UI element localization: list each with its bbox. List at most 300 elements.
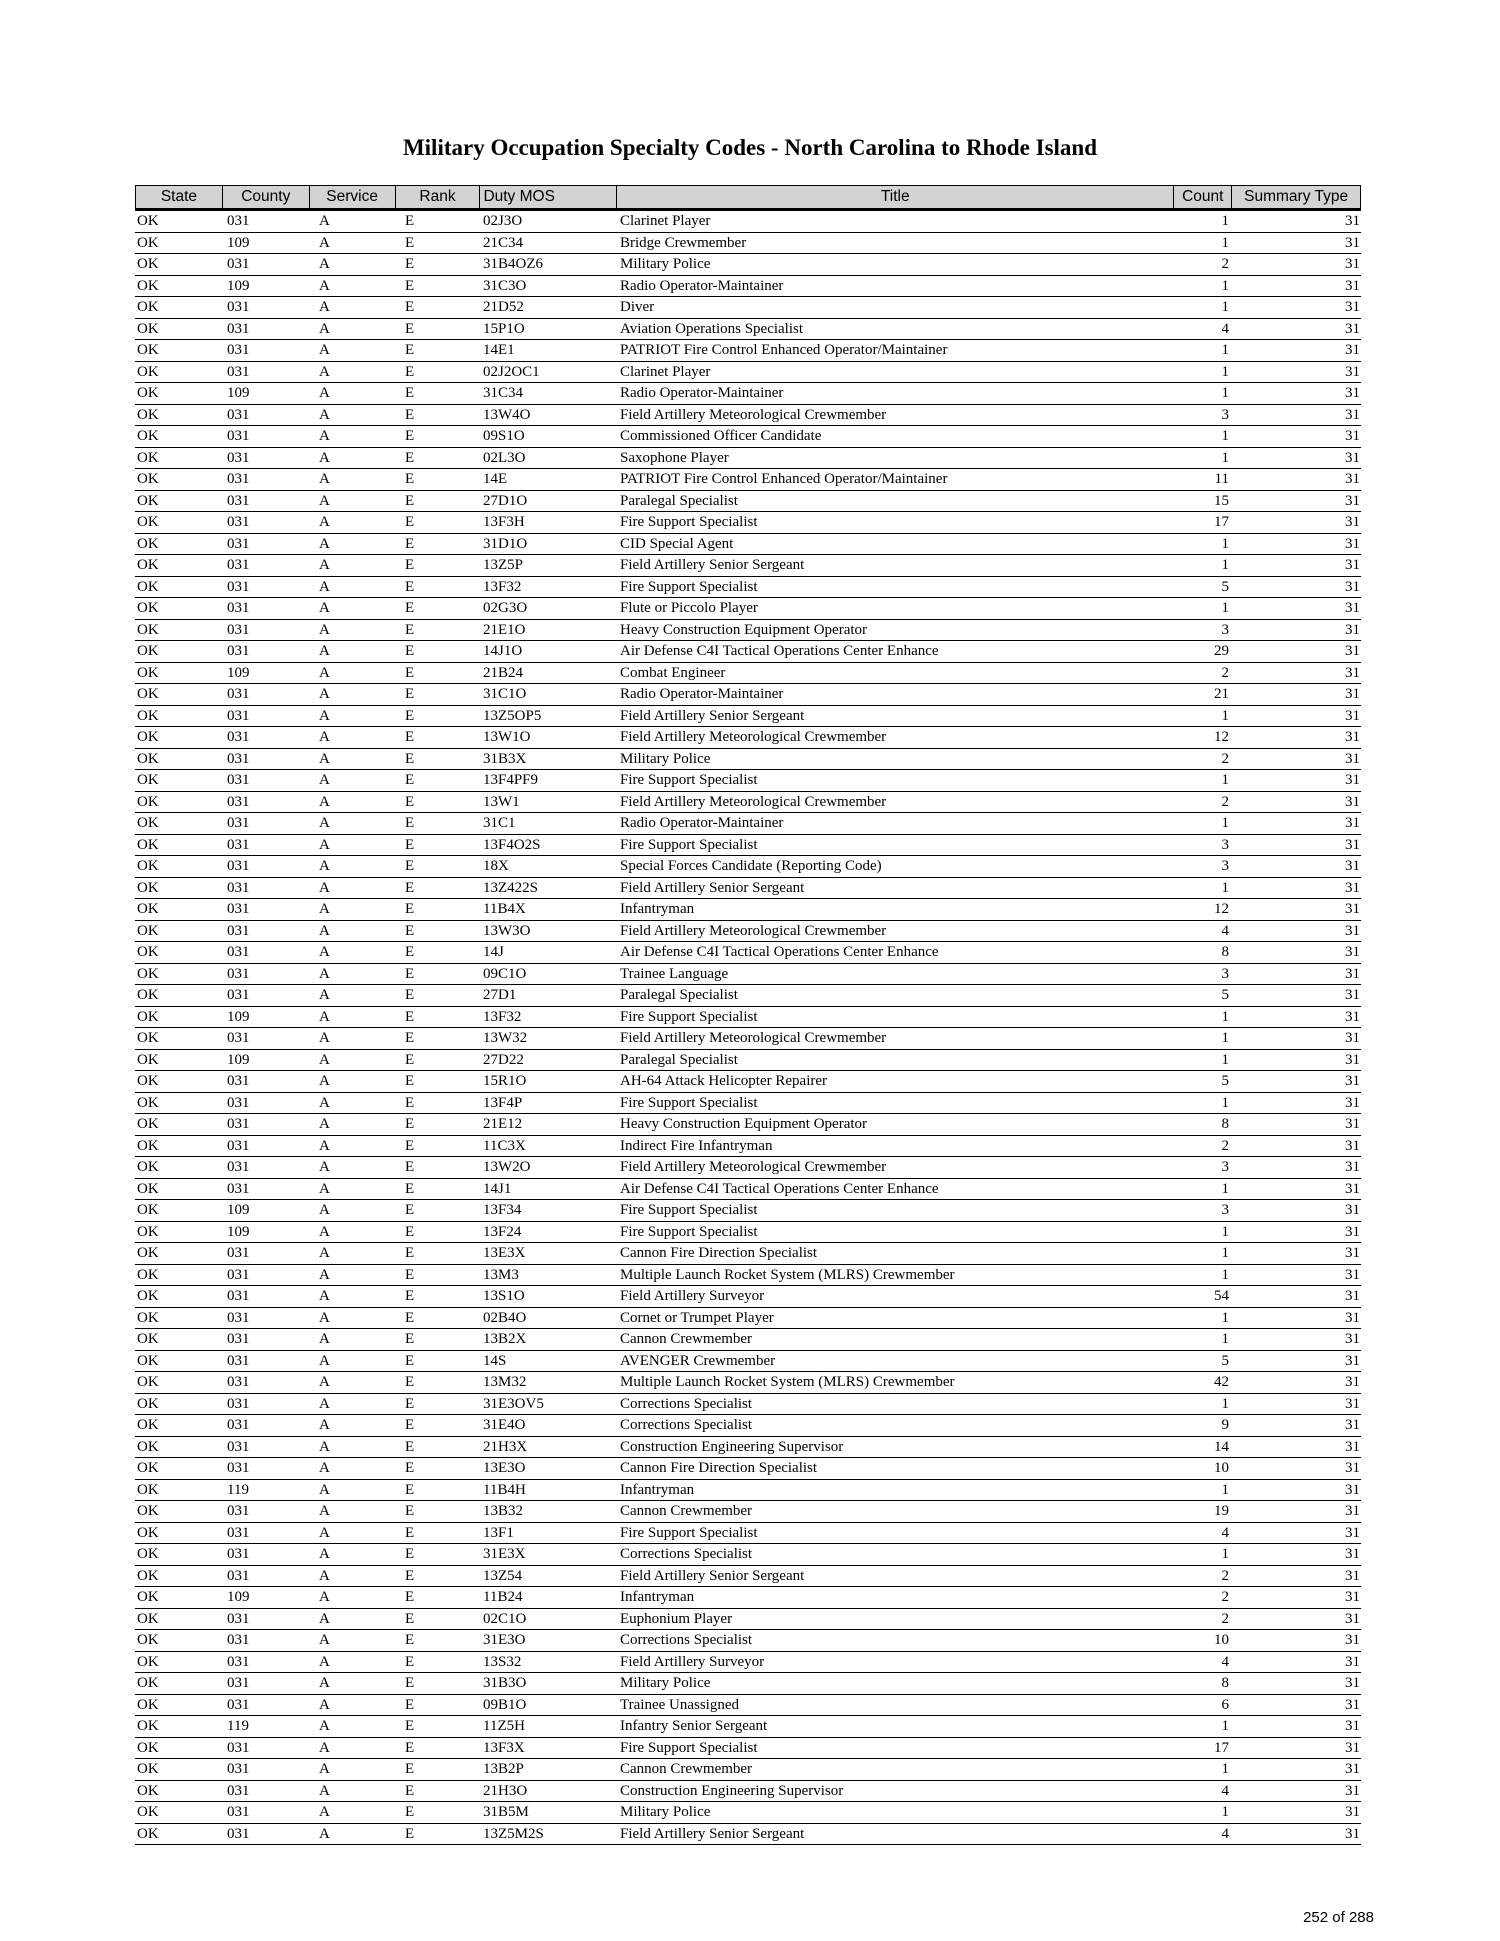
cell-duty-mos: 11B4H — [483, 1481, 526, 1498]
cell-title: Infantry Senior Sergeant — [620, 1718, 768, 1734]
cell-rank: E — [405, 1567, 415, 1584]
cell-count: 1 — [1221, 363, 1229, 380]
cell-summary-type: 31 — [1345, 1159, 1360, 1175]
cell-county: 119 — [227, 1718, 249, 1734]
table-row — [135, 448, 1361, 470]
cell-rank: E — [405, 1309, 415, 1326]
cell-count: 1 — [1221, 879, 1229, 896]
cell-rank: E — [405, 944, 415, 960]
cell-service: A — [319, 578, 330, 595]
cell-count: 3 — [1221, 621, 1229, 638]
cell-state: OK — [137, 1739, 159, 1756]
cell-duty-mos: 13W3O — [483, 922, 531, 939]
table-row — [135, 964, 1361, 986]
cell-summary-type: 31 — [1345, 1481, 1360, 1498]
cell-rank: E — [405, 1374, 415, 1390]
cell-state: OK — [137, 449, 159, 466]
cell-count: 8 — [1221, 944, 1229, 960]
cell-service: A — [319, 1653, 330, 1670]
cell-state: OK — [137, 836, 159, 853]
cell-duty-mos: 21D52 — [483, 299, 524, 315]
cell-rank: E — [405, 664, 415, 681]
cell-count: 8 — [1221, 1675, 1229, 1691]
table-row — [135, 512, 1361, 534]
cell-title: Military Police — [620, 256, 711, 272]
table-row — [135, 598, 1361, 620]
cell-summary-type: 31 — [1345, 1180, 1360, 1197]
cell-title: Radio Operator-Maintainer — [620, 686, 784, 702]
cell-summary-type: 31 — [1345, 1718, 1360, 1734]
cell-title: AH-64 Attack Helicopter Repairer — [620, 1073, 828, 1089]
cell-count: 4 — [1221, 320, 1229, 337]
cell-rank: E — [405, 449, 415, 466]
cell-state: OK — [137, 965, 159, 982]
cell-count: 1 — [1221, 1223, 1229, 1240]
cell-count: 1 — [1221, 1481, 1229, 1498]
cell-count: 1 — [1221, 1761, 1229, 1777]
cell-state: OK — [137, 1589, 159, 1605]
cell-service: A — [319, 557, 330, 573]
cell-summary-type: 31 — [1345, 750, 1360, 767]
cell-state: OK — [137, 428, 159, 444]
cell-summary-type: 31 — [1345, 621, 1360, 638]
cell-county: 031 — [227, 1395, 250, 1412]
cell-title: Saxophone Player — [620, 449, 729, 466]
cell-title: Cornet or Trumpet Player — [620, 1309, 774, 1326]
cell-service: A — [319, 987, 330, 1003]
cell-county: 109 — [227, 234, 250, 251]
cell-count: 4 — [1221, 922, 1229, 939]
cell-summary-type: 31 — [1345, 1825, 1360, 1842]
cell-county: 031 — [227, 1288, 250, 1304]
cell-rank: E — [405, 1395, 415, 1412]
cell-summary-type: 31 — [1345, 793, 1360, 810]
header-count: Count — [1174, 186, 1232, 208]
cell-county: 031 — [227, 1309, 250, 1326]
cell-summary-type: 31 — [1345, 277, 1360, 294]
cell-summary-type: 31 — [1345, 1589, 1360, 1605]
cell-service: A — [319, 1718, 330, 1734]
cell-title: Fire Support Specialist — [620, 836, 758, 853]
cell-service: A — [319, 1696, 330, 1713]
cell-rank: E — [405, 492, 415, 509]
cell-count: 1 — [1221, 1718, 1229, 1734]
table-row — [135, 1437, 1361, 1459]
cell-count: 2 — [1221, 793, 1229, 810]
cell-summary-type: 31 — [1345, 1503, 1360, 1519]
cell-county: 109 — [227, 1051, 250, 1068]
cell-service: A — [319, 1094, 330, 1111]
cell-rank: E — [405, 1589, 415, 1605]
cell-county: 031 — [227, 836, 250, 853]
cell-duty-mos: 31B3O — [483, 1675, 527, 1691]
cell-count: 6 — [1221, 1696, 1229, 1713]
cell-summary-type: 31 — [1345, 707, 1360, 724]
cell-count: 4 — [1221, 1653, 1229, 1670]
cell-title: PATRIOT Fire Control Enhanced Operator/Maintainer — [620, 471, 948, 487]
cell-duty-mos: 13F3H — [483, 514, 525, 530]
cell-rank: E — [405, 1159, 415, 1175]
table-row — [135, 1759, 1361, 1781]
cell-summary-type: 31 — [1345, 729, 1360, 745]
cell-county: 031 — [227, 1137, 250, 1154]
cell-state: OK — [137, 1137, 159, 1154]
cell-state: OK — [137, 1653, 159, 1670]
cell-duty-mos: 11B4X — [483, 901, 526, 917]
cell-count: 1 — [1221, 277, 1229, 294]
cell-summary-type: 31 — [1345, 1546, 1360, 1562]
cell-summary-type: 31 — [1345, 1288, 1360, 1304]
cell-summary-type: 31 — [1345, 406, 1360, 423]
cell-summary-type: 31 — [1345, 492, 1360, 509]
cell-rank: E — [405, 1094, 415, 1111]
cell-rank: E — [405, 879, 415, 896]
cell-summary-type: 31 — [1345, 686, 1360, 702]
table-row — [135, 878, 1361, 900]
cell-rank: E — [405, 686, 415, 702]
cell-service: A — [319, 320, 330, 337]
cell-duty-mos: 21B24 — [483, 664, 524, 681]
cell-service: A — [319, 277, 330, 294]
cell-duty-mos: 13B32 — [483, 1503, 524, 1519]
cell-summary-type: 31 — [1345, 922, 1360, 939]
cell-title: Military Police — [620, 1675, 711, 1691]
cell-duty-mos: 13Z5OP5 — [483, 707, 542, 724]
cell-title: Radio Operator-Maintainer — [620, 385, 784, 401]
cell-count: 1 — [1221, 600, 1229, 616]
cell-summary-type: 31 — [1345, 1761, 1360, 1777]
cell-service: A — [319, 1438, 330, 1455]
cell-state: OK — [137, 987, 159, 1003]
cell-title: Fire Support Specialist — [620, 578, 758, 595]
cell-rank: E — [405, 922, 415, 939]
cell-rank: E — [405, 1460, 415, 1476]
table-row — [135, 1630, 1361, 1652]
cell-rank: E — [405, 363, 415, 380]
cell-service: A — [319, 1288, 330, 1304]
cell-rank: E — [405, 277, 415, 294]
cell-summary-type: 31 — [1345, 1696, 1360, 1713]
cell-summary-type: 31 — [1345, 1610, 1360, 1627]
cell-summary-type: 31 — [1345, 901, 1360, 917]
table-row — [135, 942, 1361, 964]
table-row — [135, 620, 1361, 642]
cell-state: OK — [137, 1288, 159, 1304]
cell-duty-mos: 31C3O — [483, 277, 527, 294]
cell-count: 1 — [1221, 1331, 1229, 1347]
cell-duty-mos: 21E12 — [483, 1116, 523, 1132]
cell-count: 1 — [1221, 213, 1229, 229]
cell-state: OK — [137, 1266, 159, 1283]
cell-summary-type: 31 — [1345, 471, 1360, 487]
cell-service: A — [319, 729, 330, 745]
cell-state: OK — [137, 320, 159, 337]
cell-county: 109 — [227, 1202, 250, 1218]
cell-service: A — [319, 1180, 330, 1197]
cell-rank: E — [405, 707, 415, 724]
cell-summary-type: 31 — [1345, 363, 1360, 380]
cell-county: 031 — [227, 578, 250, 595]
cell-county: 031 — [227, 342, 250, 358]
cell-duty-mos: 13B2P — [483, 1761, 524, 1777]
cell-title: Heavy Construction Equipment Operator — [620, 1116, 868, 1132]
cell-rank: E — [405, 256, 415, 272]
cell-title: Commissioned Officer Candidate — [620, 428, 822, 444]
cell-duty-mos: 21H3X — [483, 1438, 528, 1455]
cell-county: 031 — [227, 944, 250, 960]
cell-service: A — [319, 1739, 330, 1756]
cell-state: OK — [137, 1202, 159, 1218]
cell-title: Field Artillery Surveyor — [620, 1288, 765, 1304]
cell-title: Combat Engineer — [620, 664, 726, 681]
cell-count: 1 — [1221, 299, 1229, 315]
cell-state: OK — [137, 1180, 159, 1197]
cell-state: OK — [137, 256, 159, 272]
cell-summary-type: 31 — [1345, 643, 1360, 659]
table-row — [135, 1587, 1361, 1609]
cell-title: Field Artillery Meteorological Crewmember — [620, 793, 887, 810]
cell-county: 109 — [227, 664, 250, 681]
cell-service: A — [319, 1417, 330, 1433]
cell-state: OK — [137, 1481, 159, 1498]
cell-title: Trainee Unassigned — [620, 1696, 740, 1713]
cell-county: 031 — [227, 1094, 250, 1111]
cell-state: OK — [137, 1696, 159, 1713]
cell-county: 031 — [227, 1417, 250, 1433]
cell-title: Paralegal Specialist — [620, 492, 738, 509]
header-state: State — [136, 186, 223, 208]
cell-duty-mos: 31B4OZ6 — [483, 256, 543, 272]
cell-state: OK — [137, 1159, 159, 1175]
cell-service: A — [319, 750, 330, 767]
cell-title: Fire Support Specialist — [620, 1094, 758, 1111]
cell-duty-mos: 13F4P — [483, 1094, 523, 1111]
cell-service: A — [319, 858, 330, 874]
cell-state: OK — [137, 815, 159, 831]
cell-duty-mos: 13W1O — [483, 729, 531, 745]
cell-count: 1 — [1221, 707, 1229, 724]
table-row — [135, 1415, 1361, 1437]
cell-state: OK — [137, 1718, 159, 1734]
cell-state: OK — [137, 213, 159, 229]
cell-state: OK — [137, 1309, 159, 1326]
cell-summary-type: 31 — [1345, 320, 1360, 337]
cell-title: Field Artillery Senior Sergeant — [620, 557, 805, 573]
cell-state: OK — [137, 944, 159, 960]
cell-duty-mos: 13S1O — [483, 1288, 525, 1304]
table-row — [135, 1071, 1361, 1093]
table-row — [135, 362, 1361, 384]
cell-state: OK — [137, 1825, 159, 1842]
cell-county: 031 — [227, 1804, 250, 1820]
cell-summary-type: 31 — [1345, 1309, 1360, 1326]
cell-service: A — [319, 1804, 330, 1820]
cell-title: Bridge Crewmember — [620, 234, 747, 251]
table-row — [135, 684, 1361, 706]
table-row — [135, 1695, 1361, 1717]
cell-count: 12 — [1214, 729, 1229, 745]
cell-service: A — [319, 1309, 330, 1326]
cell-county: 031 — [227, 1245, 250, 1261]
cell-county: 031 — [227, 858, 250, 874]
cell-county: 031 — [227, 750, 250, 767]
cell-state: OK — [137, 1610, 159, 1627]
cell-rank: E — [405, 793, 415, 810]
cell-summary-type: 31 — [1345, 299, 1360, 315]
cell-rank: E — [405, 535, 415, 552]
cell-service: A — [319, 1266, 330, 1283]
table-row — [135, 1329, 1361, 1351]
cell-title: Air Defense C4I Tactical Operations Center Enhance — [620, 944, 939, 960]
cell-summary-type: 31 — [1345, 557, 1360, 573]
table-row — [135, 534, 1361, 556]
table-header — [135, 185, 1361, 211]
cell-summary-type: 31 — [1345, 1632, 1360, 1648]
cell-count: 1 — [1221, 535, 1229, 552]
cell-title: Field Artillery Meteorological Crewmember — [620, 922, 887, 939]
cell-service: A — [319, 1632, 330, 1648]
cell-state: OK — [137, 686, 159, 702]
cell-count: 10 — [1214, 1632, 1229, 1648]
cell-title: Corrections Specialist — [620, 1632, 753, 1648]
cell-rank: E — [405, 772, 415, 788]
cell-state: OK — [137, 1073, 159, 1089]
cell-summary-type: 31 — [1345, 1675, 1360, 1691]
cell-service: A — [319, 621, 330, 638]
table-row — [135, 1802, 1361, 1824]
cell-count: 17 — [1214, 1739, 1229, 1756]
cell-title: PATRIOT Fire Control Enhanced Operator/Maintainer — [620, 342, 948, 358]
cell-summary-type: 31 — [1345, 879, 1360, 896]
cell-rank: E — [405, 750, 415, 767]
header-rank: Rank — [396, 186, 481, 208]
cell-service: A — [319, 1051, 330, 1068]
cell-count: 29 — [1214, 643, 1229, 659]
cell-title: Special Forces Candidate (Reporting Code) — [620, 858, 882, 874]
cell-rank: E — [405, 1266, 415, 1283]
cell-title: Diver — [620, 299, 655, 315]
cell-count: 12 — [1214, 901, 1229, 917]
cell-count: 1 — [1221, 1008, 1229, 1025]
cell-county: 031 — [227, 492, 250, 509]
table-row — [135, 211, 1361, 233]
cell-service: A — [319, 1567, 330, 1584]
table-row — [135, 1093, 1361, 1115]
table-row — [135, 491, 1361, 513]
cell-service: A — [319, 1761, 330, 1777]
cell-count: 54 — [1214, 1288, 1229, 1304]
cell-county: 031 — [227, 213, 250, 229]
table-row — [135, 1652, 1361, 1674]
cell-county: 031 — [227, 320, 250, 337]
cell-title: Heavy Construction Equipment Operator — [620, 621, 868, 638]
cell-title: Paralegal Specialist — [620, 1051, 738, 1068]
cell-rank: E — [405, 729, 415, 745]
cell-title: Field Artillery Meteorological Crewmember — [620, 1030, 887, 1046]
cell-county: 031 — [227, 1524, 250, 1541]
table-row — [135, 1480, 1361, 1502]
cell-duty-mos: 13F32 — [483, 1008, 522, 1025]
cell-service: A — [319, 1352, 330, 1369]
table-row — [135, 1028, 1361, 1050]
cell-state: OK — [137, 535, 159, 552]
cell-duty-mos: 15R1O — [483, 1073, 527, 1089]
cell-county: 031 — [227, 1503, 250, 1519]
cell-title: Field Artillery Surveyor — [620, 1653, 765, 1670]
cell-duty-mos: 13M32 — [483, 1374, 527, 1390]
cell-count: 1 — [1221, 1245, 1229, 1261]
cell-count: 1 — [1221, 1546, 1229, 1562]
cell-county: 031 — [227, 557, 250, 573]
cell-rank: E — [405, 1675, 415, 1691]
cell-rank: E — [405, 1245, 415, 1261]
cell-service: A — [319, 944, 330, 960]
table-row — [135, 1458, 1361, 1480]
cell-summary-type: 31 — [1345, 1202, 1360, 1218]
cell-duty-mos: 13S32 — [483, 1653, 522, 1670]
cell-county: 031 — [227, 600, 250, 616]
cell-duty-mos: 27D22 — [483, 1051, 524, 1068]
cell-summary-type: 31 — [1345, 965, 1360, 982]
cell-rank: E — [405, 299, 415, 315]
cell-count: 2 — [1221, 664, 1229, 681]
cell-summary-type: 31 — [1345, 1653, 1360, 1670]
cell-state: OK — [137, 772, 159, 788]
cell-duty-mos: 13F34 — [483, 1202, 522, 1218]
cell-service: A — [319, 643, 330, 659]
cell-rank: E — [405, 1180, 415, 1197]
cell-rank: E — [405, 1288, 415, 1304]
cell-rank: E — [405, 578, 415, 595]
table-body — [135, 211, 1361, 1845]
table-row — [135, 1781, 1361, 1803]
cell-county: 031 — [227, 1739, 250, 1756]
cell-count: 1 — [1221, 1395, 1229, 1412]
table-row — [135, 297, 1361, 319]
cell-title: Field Artillery Meteorological Crewmember — [620, 1159, 887, 1175]
cell-rank: E — [405, 428, 415, 444]
cell-title: Fire Support Specialist — [620, 1202, 758, 1218]
cell-summary-type: 31 — [1345, 944, 1360, 960]
cell-summary-type: 31 — [1345, 234, 1360, 251]
cell-county: 031 — [227, 1030, 250, 1046]
cell-state: OK — [137, 1761, 159, 1777]
table-row — [135, 1523, 1361, 1545]
cell-service: A — [319, 1030, 330, 1046]
cell-duty-mos: 31E3O — [483, 1632, 526, 1648]
cell-service: A — [319, 1524, 330, 1541]
cell-title: Infantryman — [620, 901, 695, 917]
cell-state: OK — [137, 1051, 159, 1068]
cell-duty-mos: 11B24 — [483, 1589, 523, 1605]
cell-county: 031 — [227, 707, 250, 724]
cell-state: OK — [137, 1675, 159, 1691]
cell-count: 3 — [1221, 858, 1229, 874]
cell-duty-mos: 13E3X — [483, 1245, 526, 1261]
cell-summary-type: 31 — [1345, 1051, 1360, 1068]
table-row — [135, 770, 1361, 792]
table-row — [135, 1716, 1361, 1738]
cell-state: OK — [137, 1116, 159, 1132]
cell-duty-mos: 14J1 — [483, 1180, 512, 1197]
cell-summary-type: 31 — [1345, 256, 1360, 272]
table-row — [135, 1566, 1361, 1588]
cell-county: 109 — [227, 1223, 250, 1240]
cell-county: 031 — [227, 299, 250, 315]
table-row — [135, 1673, 1361, 1695]
cell-summary-type: 31 — [1345, 987, 1360, 1003]
cell-rank: E — [405, 621, 415, 638]
